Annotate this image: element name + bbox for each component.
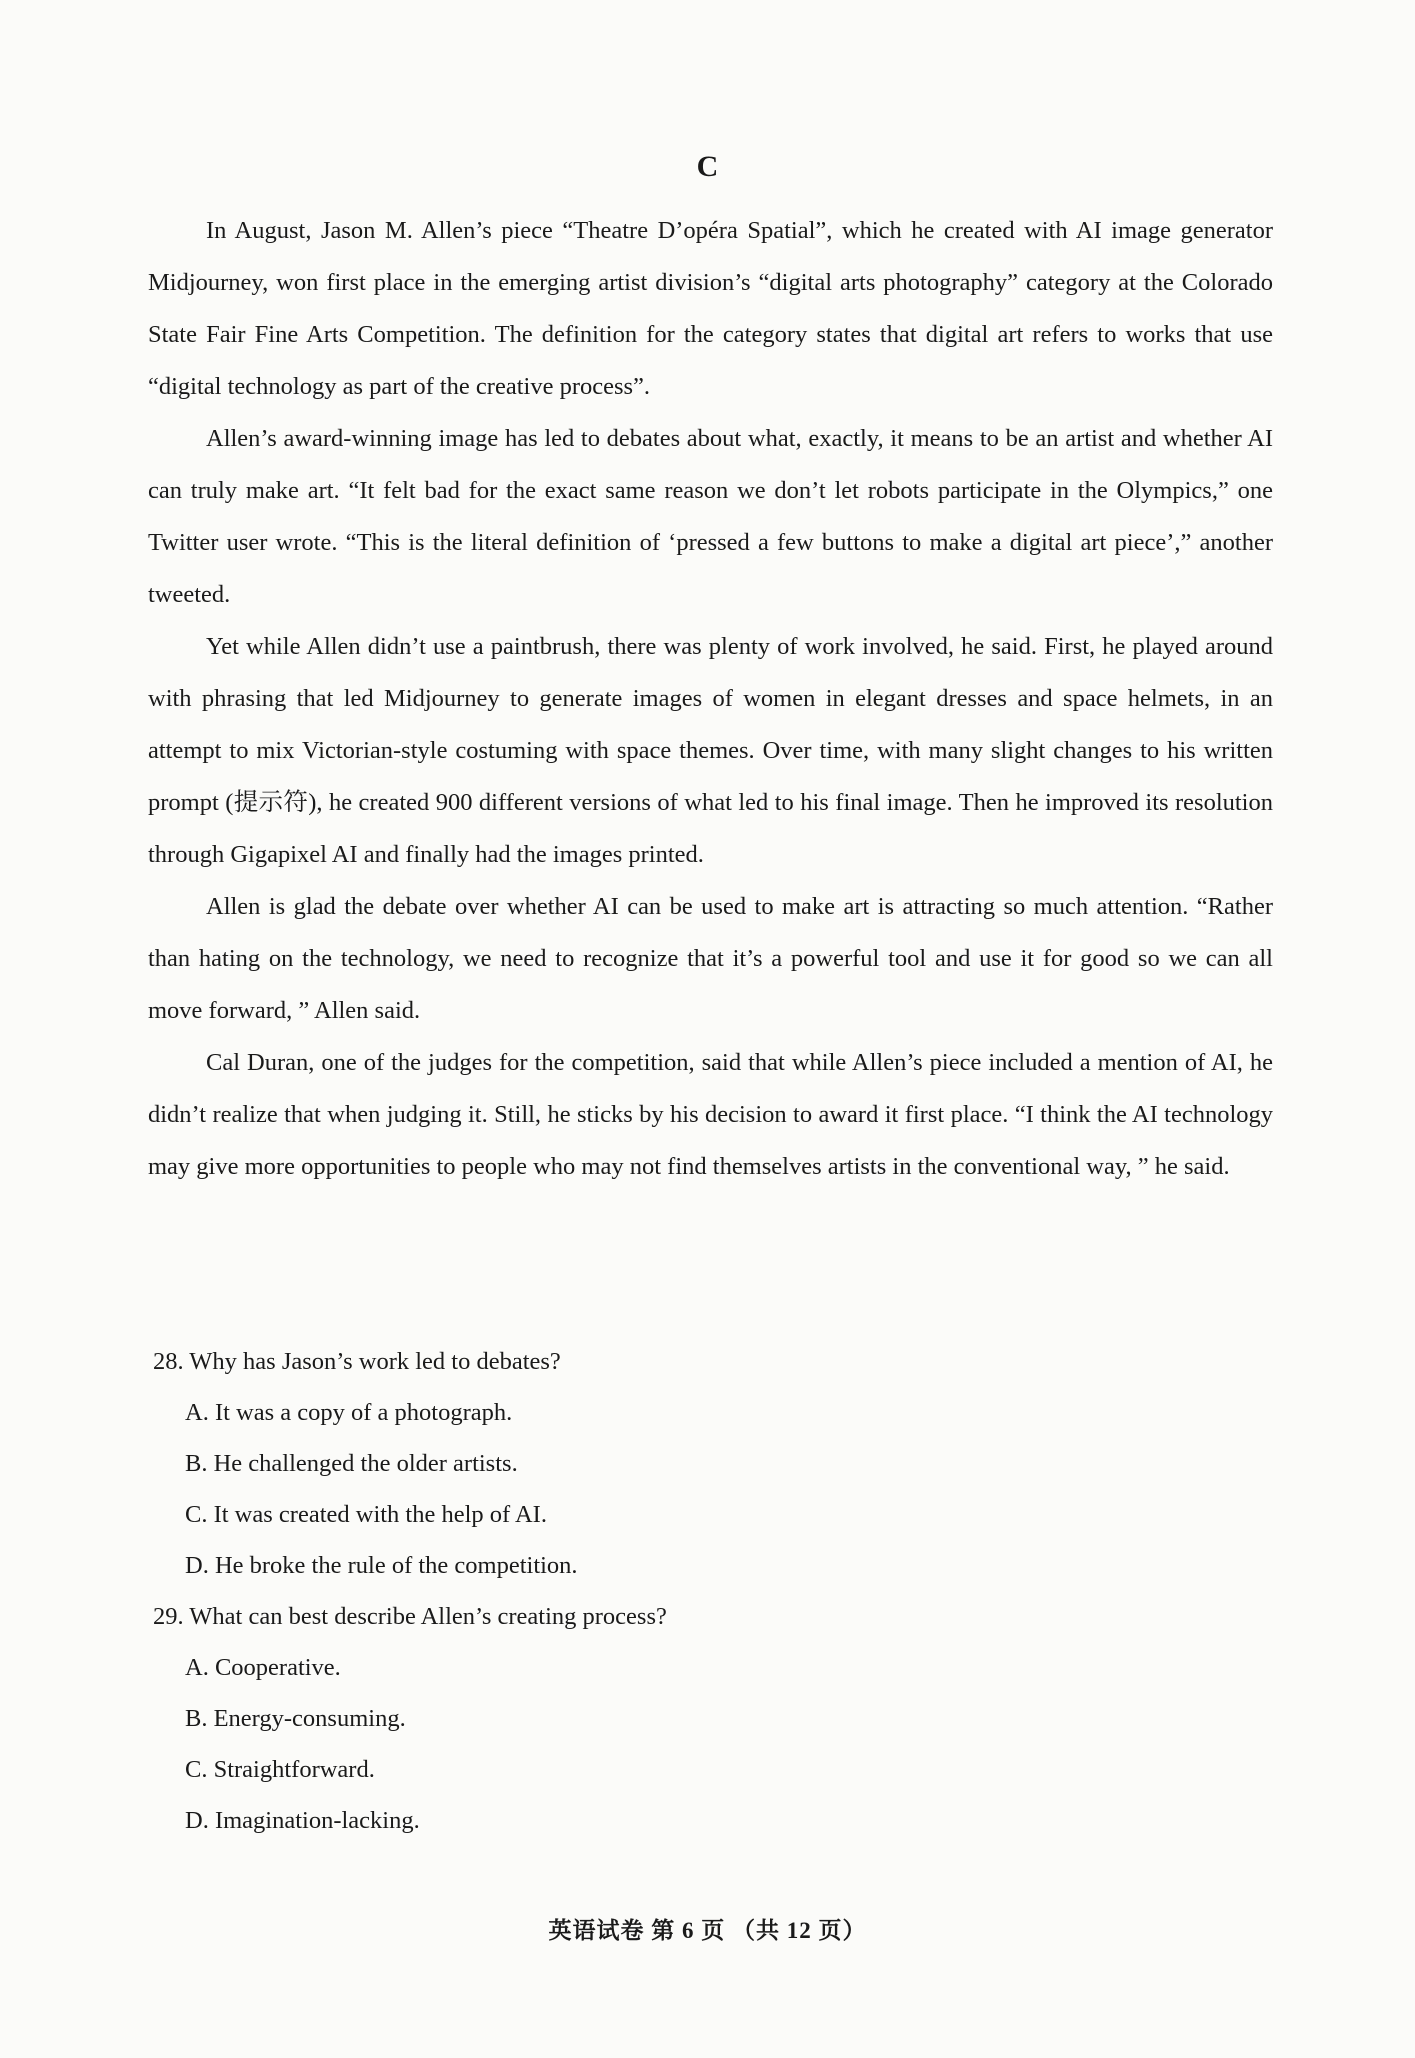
answer-option: C. Straightforward.: [185, 1756, 375, 1783]
answer-option: B. Energy-consuming.: [185, 1705, 406, 1732]
answer-option: A. Cooperative.: [185, 1654, 341, 1681]
passage-paragraph: In August, Jason M. Allen’s piece “Theatre D’opéra Spatial”, which he created with AI image generator Midjourney, won first place in the emerging artist division’s “digital arts photography” category at the Colorado State Fair Fine Arts Competition. The definition for the category states that digital art refers to works that use “digital technology as part of the creative process”.: [148, 217, 1273, 400]
answer-option: B. He challenged the older artists.: [185, 1450, 518, 1477]
section-heading: C: [696, 150, 719, 183]
passage-paragraph: Allen is glad the debate over whether AI can be used to make art is attracting so much attention. “Rather than hating on the technology, we need to recognize that it’s a powerful tool and use it for good so we can all move forward, ” Allen said.: [148, 893, 1273, 1024]
question-29: [153, 1591, 1253, 1846]
passage-paragraph: Allen’s award-winning image has led to debates about what, exactly, it means to be an artist and whether AI can truly make art. “It felt bad for the exact same reason we don’t let robots participate in the Olympics,” one Twitter user wrote. “This is the literal definition of ‘pressed a few buttons to make a digital art piece’,” another tweeted.: [148, 425, 1273, 608]
answer-option: D. He broke the rule of the competition.: [185, 1552, 578, 1579]
reading-passage: [148, 205, 1273, 1193]
passage-paragraph: Cal Duran, one of the judges for the competition, said that while Allen’s piece included a mention of AI, he didn’t realize that when judging it. Still, he sticks by his decision to award it first place. “I think the AI technology may give more opportunities to people who may not find themselves artists in the conventional way, ” he said.: [148, 1049, 1273, 1180]
question-stem: 28. Why has Jason’s work led to debates?: [153, 1348, 561, 1375]
answer-option: C. It was created with the help of AI.: [185, 1501, 547, 1528]
question-28: [153, 1336, 1253, 1591]
answer-option: A. It was a copy of a photograph.: [185, 1399, 513, 1426]
page-footer: 英语试卷 第 6 页 （共 12 页）: [548, 1918, 867, 1943]
answer-option: D. Imagination-lacking.: [185, 1807, 420, 1834]
passage-paragraph: Yet while Allen didn’t use a paintbrush, there was plenty of work involved, he said. First, he played around with phrasing that led Midjourney to generate images of women in elegant dresses and space helmets, in an attempt to mix Victorian-style costuming with space themes. Over time, with many slight changes to his written prompt (提示符), he created 900 different versions of what led to his final image. Then he improved its resolution through Gigapixel AI and finally had the images printed.: [148, 633, 1273, 868]
question-stem: 29. What can best describe Allen’s creating process?: [153, 1603, 667, 1630]
question-list: [153, 1336, 1253, 1846]
